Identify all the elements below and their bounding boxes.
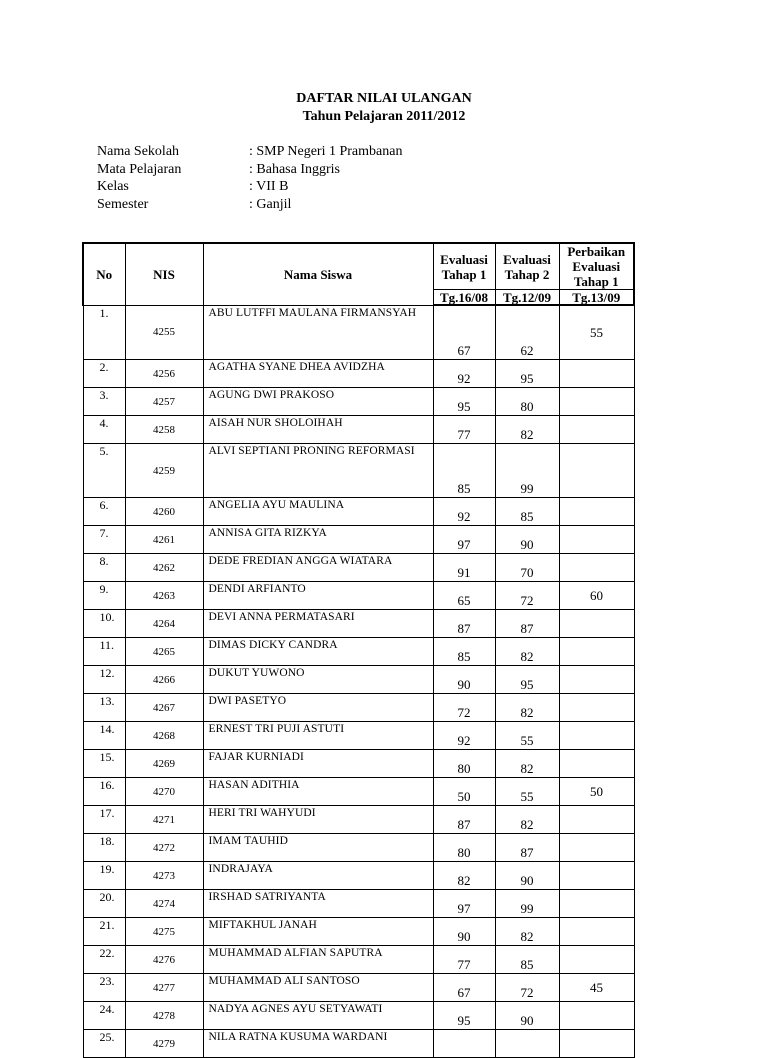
grades-table [82, 242, 635, 1058]
header-no: No [83, 243, 125, 305]
row-no: 2. [83, 360, 125, 388]
row-perbaikan [559, 638, 634, 666]
row-nama: DENDI ARFIANTO [203, 582, 433, 610]
row-perbaikan [559, 834, 634, 862]
header-date1: Tg.16/08 [433, 290, 495, 306]
table-row [83, 360, 634, 388]
row-eval1: 77 [433, 416, 495, 444]
row-nis: 4255 [125, 305, 203, 360]
document-title: DAFTAR NILAI ULANGAN [296, 91, 472, 106]
row-nama: AISAH NUR SHOLOIHAH [203, 416, 433, 444]
row-eval1: 77 [433, 946, 495, 974]
row-nama: DWI PASETYO [203, 694, 433, 722]
table-row [83, 638, 634, 666]
table-row [83, 890, 634, 918]
row-perbaikan: 60 [559, 582, 634, 610]
info-row-school [97, 143, 402, 161]
row-nama: AGUNG DWI PRAKOSO [203, 388, 433, 416]
header-perbaikan: Perbaikan Evaluasi Tahap 1 [559, 243, 634, 290]
row-nis: 4259 [125, 444, 203, 498]
row-eval2: 82 [495, 918, 559, 946]
row-eval2: 55 [495, 778, 559, 806]
row-eval1: 92 [433, 722, 495, 750]
row-nis: 4275 [125, 918, 203, 946]
row-nama: DEDE FREDIAN ANGGA WIATARA [203, 554, 433, 582]
row-eval2: 90 [495, 526, 559, 554]
header-eval1: Evaluasi Tahap 1 [433, 243, 495, 290]
row-eval2: 70 [495, 554, 559, 582]
row-no: 15. [83, 750, 125, 778]
table-row [83, 918, 634, 946]
table-row [83, 610, 634, 638]
row-no: 20. [83, 890, 125, 918]
row-eval1: 95 [433, 388, 495, 416]
row-no: 1. [83, 305, 125, 360]
row-perbaikan [559, 360, 634, 388]
row-perbaikan [559, 918, 634, 946]
row-eval1: 85 [433, 444, 495, 498]
table-row [83, 1002, 634, 1030]
row-eval1: 92 [433, 498, 495, 526]
row-no: 16. [83, 778, 125, 806]
table-row [83, 305, 634, 360]
row-nis: 4270 [125, 778, 203, 806]
row-perbaikan [559, 666, 634, 694]
row-eval2: 55 [495, 722, 559, 750]
row-nama: ABU LUTFFI MAULANA FIRMANSYAH [203, 305, 433, 360]
table-row [83, 806, 634, 834]
info-value: : SMP Negeri 1 Prambanan [249, 144, 403, 159]
row-nis: 4269 [125, 750, 203, 778]
info-value: : Bahasa Inggris [249, 161, 340, 177]
row-nis: 4276 [125, 946, 203, 974]
row-eval1: 82 [433, 862, 495, 890]
row-perbaikan [559, 554, 634, 582]
table-row [83, 974, 634, 1002]
header-date3: Tg.13/09 [559, 290, 634, 306]
row-nis: 4258 [125, 416, 203, 444]
row-no: 4. [83, 416, 125, 444]
table-row [83, 778, 634, 806]
row-eval2: 90 [495, 1002, 559, 1030]
row-nis: 4257 [125, 388, 203, 416]
row-no: 19. [83, 862, 125, 890]
row-perbaikan [559, 1030, 634, 1058]
row-perbaikan [559, 806, 634, 834]
row-perbaikan [559, 694, 634, 722]
row-eval1 [433, 1030, 495, 1058]
table-row [83, 444, 634, 498]
row-eval1: 95 [433, 1002, 495, 1030]
row-eval1: 97 [433, 890, 495, 918]
row-nis: 4267 [125, 694, 203, 722]
row-no: 11. [83, 638, 125, 666]
table-row [83, 416, 634, 444]
info-block [97, 143, 402, 213]
row-no: 3. [83, 388, 125, 416]
row-perbaikan [559, 1002, 634, 1030]
row-nama: ANGELIA AYU MAULINA [203, 498, 433, 526]
row-eval1: 80 [433, 834, 495, 862]
row-nis: 4262 [125, 554, 203, 582]
info-value: : VII B [249, 179, 289, 194]
row-eval1: 80 [433, 750, 495, 778]
row-no: 14. [83, 722, 125, 750]
row-eval2: 85 [495, 946, 559, 974]
table-row [83, 750, 634, 778]
row-perbaikan: 50 [559, 778, 634, 806]
table-row [83, 694, 634, 722]
row-no: 17. [83, 806, 125, 834]
row-nis: 4271 [125, 806, 203, 834]
row-nis: 4265 [125, 638, 203, 666]
row-nama: HERI TRI WAHYUDI [203, 806, 433, 834]
row-eval2 [495, 1030, 559, 1058]
table-row [83, 722, 634, 750]
row-no: 13. [83, 694, 125, 722]
table-row [83, 834, 634, 862]
row-eval2: 82 [495, 638, 559, 666]
row-nis: 4273 [125, 862, 203, 890]
row-eval1: 97 [433, 526, 495, 554]
row-eval2: 62 [495, 305, 559, 360]
row-nama: ALVI SEPTIANI PRONING REFORMASI [203, 444, 433, 498]
row-eval2: 87 [495, 610, 559, 638]
document-subtitle: Tahun Pelajaran 2011/2012 [302, 109, 466, 124]
row-no: 8. [83, 554, 125, 582]
row-eval1: 92 [433, 360, 495, 388]
row-nama: DEVI ANNA PERMATASARI [203, 610, 433, 638]
row-eval2: 82 [495, 750, 559, 778]
table-row [83, 388, 634, 416]
row-perbaikan [559, 388, 634, 416]
table-row [83, 582, 634, 610]
row-nama: NILA RATNA KUSUMA WARDANI [203, 1030, 433, 1058]
row-nama: MUHAMMAD ALFIAN SAPUTRA [203, 946, 433, 974]
row-nama: DIMAS DICKY CANDRA [203, 638, 433, 666]
row-nis: 4278 [125, 1002, 203, 1030]
row-perbaikan [559, 722, 634, 750]
row-eval1: 85 [433, 638, 495, 666]
table-row [83, 526, 634, 554]
row-eval1: 72 [433, 694, 495, 722]
row-no: 9. [83, 582, 125, 610]
row-eval2: 95 [495, 666, 559, 694]
row-nis: 4263 [125, 582, 203, 610]
row-eval2: 72 [495, 974, 559, 1002]
info-label: Nama Sekolah [97, 144, 180, 159]
row-eval2: 72 [495, 582, 559, 610]
row-eval1: 67 [433, 974, 495, 1002]
header-nama: Nama Siswa [203, 243, 433, 305]
row-nis: 4261 [125, 526, 203, 554]
row-perbaikan [559, 890, 634, 918]
row-nama: DUKUT YUWONO [203, 666, 433, 694]
row-perbaikan: 55 [559, 305, 634, 360]
table-row [83, 666, 634, 694]
row-eval1: 90 [433, 918, 495, 946]
row-nama: IRSHAD SATRIYANTA [203, 890, 433, 918]
row-no: 7. [83, 526, 125, 554]
row-eval2: 82 [495, 806, 559, 834]
row-eval2: 80 [495, 388, 559, 416]
row-eval1: 87 [433, 806, 495, 834]
row-nis: 4274 [125, 890, 203, 918]
row-eval1: 90 [433, 666, 495, 694]
row-nis: 4279 [125, 1030, 203, 1058]
table-row [83, 554, 634, 582]
row-eval2: 99 [495, 444, 559, 498]
row-perbaikan [559, 750, 634, 778]
row-eval2: 82 [495, 416, 559, 444]
header-date2: Tg.12/09 [495, 290, 559, 306]
row-eval1: 50 [433, 778, 495, 806]
row-eval2: 95 [495, 360, 559, 388]
row-nis: 4260 [125, 498, 203, 526]
row-eval2: 87 [495, 834, 559, 862]
row-eval1: 87 [433, 610, 495, 638]
table-row [83, 862, 634, 890]
row-no: 22. [83, 946, 125, 974]
row-no: 21. [83, 918, 125, 946]
row-nis: 4272 [125, 834, 203, 862]
table-row [83, 946, 634, 974]
info-value: : Ganjil [249, 196, 292, 212]
row-nis: 4264 [125, 610, 203, 638]
row-nama: IMAM TAUHID [203, 834, 433, 862]
info-label: Semester [97, 196, 149, 212]
info-row-class [97, 178, 402, 196]
row-perbaikan [559, 444, 634, 498]
row-eval2: 85 [495, 498, 559, 526]
info-row-subject [97, 161, 402, 179]
row-nama: INDRAJAYA [203, 862, 433, 890]
info-row-semester [97, 196, 402, 214]
row-no: 12. [83, 666, 125, 694]
row-nis: 4266 [125, 666, 203, 694]
row-no: 6. [83, 498, 125, 526]
row-perbaikan [559, 862, 634, 890]
info-label: Kelas [97, 179, 129, 194]
row-perbaikan [559, 526, 634, 554]
row-nis: 4256 [125, 360, 203, 388]
row-no: 10. [83, 610, 125, 638]
table-row [83, 1030, 634, 1058]
row-eval2: 99 [495, 890, 559, 918]
row-eval1: 67 [433, 305, 495, 360]
row-nama: FAJAR KURNIADI [203, 750, 433, 778]
row-nis: 4268 [125, 722, 203, 750]
row-eval1: 91 [433, 554, 495, 582]
row-nama: NADYA AGNES AYU SETYAWATI [203, 1002, 433, 1030]
row-no: 5. [83, 444, 125, 498]
row-nama: HASAN ADITHIA [203, 778, 433, 806]
row-nama: MIFTAKHUL JANAH [203, 918, 433, 946]
row-no: 24. [83, 1002, 125, 1030]
row-nama: MUHAMMAD ALI SANTOSO [203, 974, 433, 1002]
row-nama: ANNISA GITA RIZKYA [203, 526, 433, 554]
row-nama: ERNEST TRI PUJI ASTUTI [203, 722, 433, 750]
row-eval1: 65 [433, 582, 495, 610]
row-eval2: 82 [495, 694, 559, 722]
row-no: 25. [83, 1030, 125, 1058]
row-perbaikan [559, 946, 634, 974]
row-perbaikan [559, 416, 634, 444]
row-perbaikan [559, 498, 634, 526]
row-nama: AGATHA SYANE DHEA AVIDZHA [203, 360, 433, 388]
header-eval2: Evaluasi Tahap 2 [495, 243, 559, 290]
row-no: 23. [83, 974, 125, 1002]
info-label: Mata Pelajaran [97, 161, 182, 177]
row-no: 18. [83, 834, 125, 862]
row-eval2: 90 [495, 862, 559, 890]
table-row [83, 498, 634, 526]
row-perbaikan [559, 610, 634, 638]
header-nis: NIS [125, 243, 203, 305]
row-perbaikan: 45 [559, 974, 634, 1002]
row-nis: 4277 [125, 974, 203, 1002]
